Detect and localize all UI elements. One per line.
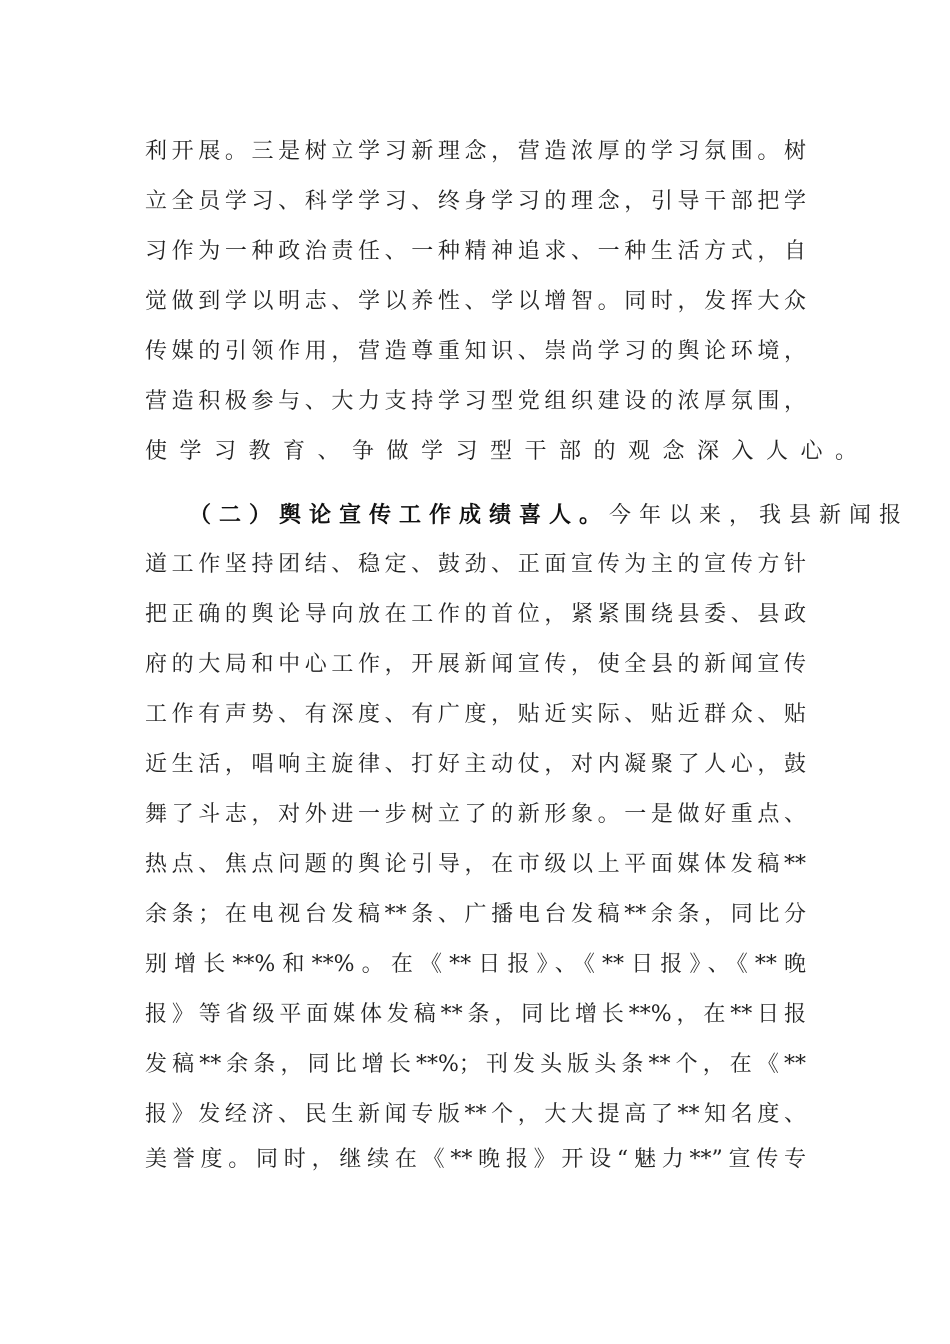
text-line: 府的大局和中心工作，开展新闻宣传，使全县的新闻宣传 [145, 652, 806, 677]
text-line: 把正确的舆论导向放在工作的首位，紧紧围绕县委、县政 [145, 602, 806, 627]
text-line: 发稿**余条，同比增长**%；刊发头版头条**个，在《** [145, 1052, 806, 1077]
text-line: 别增长**%和**%。在《**日报》、《**日报》、《**晚 [145, 952, 806, 977]
text-line: 美誉度。同时，继续在《**晚报》开设“魅力**”宣传专 [145, 1147, 806, 1172]
text-line: 觉做到学以明志、学以养性、学以增智。同时，发挥大众 [145, 289, 806, 314]
text-line: 舞了斗志，对外进一步树立了的新形象。一是做好重点、 [145, 802, 806, 827]
section-heading: （二）舆论宣传工作成绩喜人。 [189, 502, 610, 528]
text-line: 报》等省级平面媒体发稿**条，同比增长**%，在**日报 [145, 1002, 806, 1027]
text-line: 利开展。三是树立学习新理念，营造浓厚的学习氛围。树 [145, 139, 806, 164]
text-line: 道工作坚持团结、稳定、鼓劲、正面宣传为主的宣传方针 [145, 552, 806, 577]
text-span: 今年以来，我县新闻报 [609, 503, 910, 528]
text-line: 立全员学习、科学学习、终身学习的理念，引导干部把学 [145, 189, 806, 214]
text-line: 营造积极参与、大力支持学习型党组织建设的浓厚氛围， [145, 389, 806, 414]
text-line: 近生活，唱响主旋律、打好主动仗，对内凝聚了人心，鼓 [145, 752, 806, 777]
text-line [189, 500, 910, 530]
text-line: 传媒的引领作用，营造尊重知识、崇尚学习的舆论环境， [145, 339, 806, 364]
text-line: 习作为一种政治责任、一种精神追求、一种生活方式，自 [145, 239, 806, 264]
text-line: 热点、焦点问题的舆论引导，在市级以上平面媒体发稿** [145, 852, 806, 877]
text-line: 工作有声势、有深度、有广度，贴近实际、贴近群众、贴 [145, 702, 806, 727]
text-line: 余条；在电视台发稿**条、广播电台发稿**余条，同比分 [145, 902, 806, 927]
text-line: 报》发经济、民生新闻专版**个，大大提高了**知名度、 [145, 1102, 806, 1127]
text-line: 使学习教育、争做学习型干部的观念深入人心。 [145, 439, 870, 464]
